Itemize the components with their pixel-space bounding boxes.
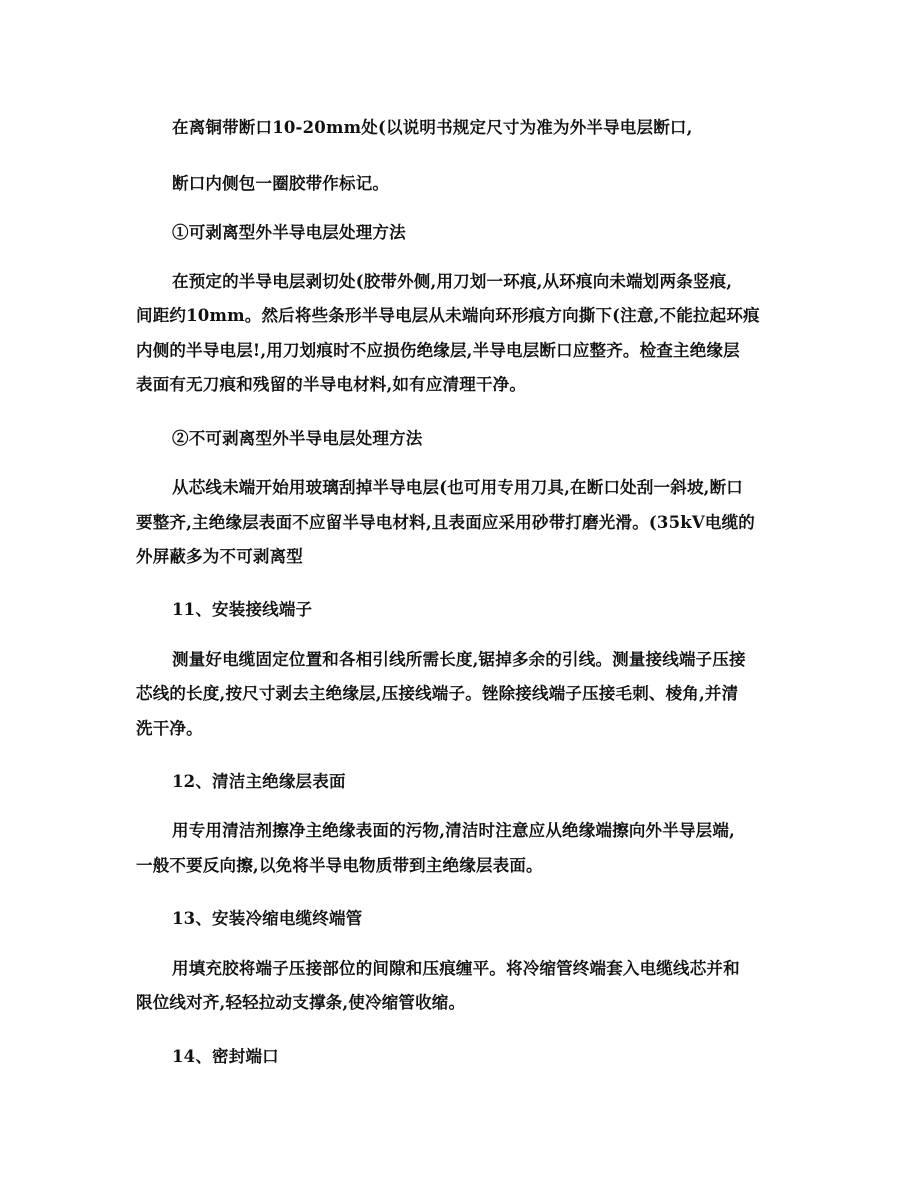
paragraph-line: 内侧的半导电层!,用刀划痕时不应损伤绝缘层,半导电层断口应整齐。检查主绝缘层 xyxy=(136,341,740,360)
section-heading: ②不可剥离型外半导电层处理方法 xyxy=(172,429,423,448)
paragraph-line: 在离铜带断口10-20mm处(以说明书规定尺寸为准为外半导电层断口, xyxy=(172,118,693,137)
paragraph-line: 测量好电缆固定位置和各相引线所需长度,锯掉多余的引线。测量接线端子压接 xyxy=(172,650,746,669)
section-heading: 13、安装冷缩电缆终端管 xyxy=(172,909,363,928)
section-heading: 14、密封端口 xyxy=(172,1047,279,1066)
paragraph-line: 一般不要反向擦,以免将半导电物质带到主绝缘层表面。 xyxy=(136,856,543,875)
section-heading: 12、清洁主绝缘层表面 xyxy=(172,772,346,791)
paragraph-line: 芯线的长度,按尺寸剥去主绝缘层,压接线端子。锉除接线端子压接毛刺、棱角,并清 xyxy=(136,684,739,703)
section-heading: ①可剥离型外半导电层处理方法 xyxy=(172,223,406,242)
paragraph-line: 外屏蔽多为不可剥离型 xyxy=(136,547,303,566)
paragraph-line: 表面有无刀痕和残留的半导电材料,如有应清理干净。 xyxy=(136,375,527,394)
paragraph-line: 在预定的半导电层剥切处(胶带外侧,用刀划一环痕,从环痕向未端划两条竖痕, xyxy=(172,272,733,291)
paragraph-line: 洗干净。 xyxy=(136,719,203,738)
paragraph-line: 间距约10mm。然后将些条形半导电层从未端向环形痕方向撕下(注意,不能拉起环痕 xyxy=(136,306,760,325)
paragraph-line: 从芯线未端开始用玻璃刮掉半导电层(也可用专用刀具,在断口处刮一斜坡,断口 xyxy=(172,478,743,497)
paragraph-line: 用填充胶将端子压接部位的间隙和压痕缠平。将冷缩管终端套入电缆线芯并和 xyxy=(172,959,740,978)
paragraph-line: 用专用清洁剂擦净主绝缘表面的污物,清洁时注意应从绝缘端擦向外半导层端, xyxy=(172,821,735,840)
paragraph-line: 断口内侧包一圈胶带作标记。 xyxy=(172,174,390,193)
paragraph-line: 限位线对齐,轻轻拉动支撑条,使冷缩管收缩。 xyxy=(136,993,466,1012)
paragraph-line: 要整齐,主绝缘层表面不应留半导电材料,且表面应采用砂带打磨光滑。(35kV电缆的 xyxy=(136,513,755,532)
section-heading: 11、安装接线端子 xyxy=(172,600,313,619)
